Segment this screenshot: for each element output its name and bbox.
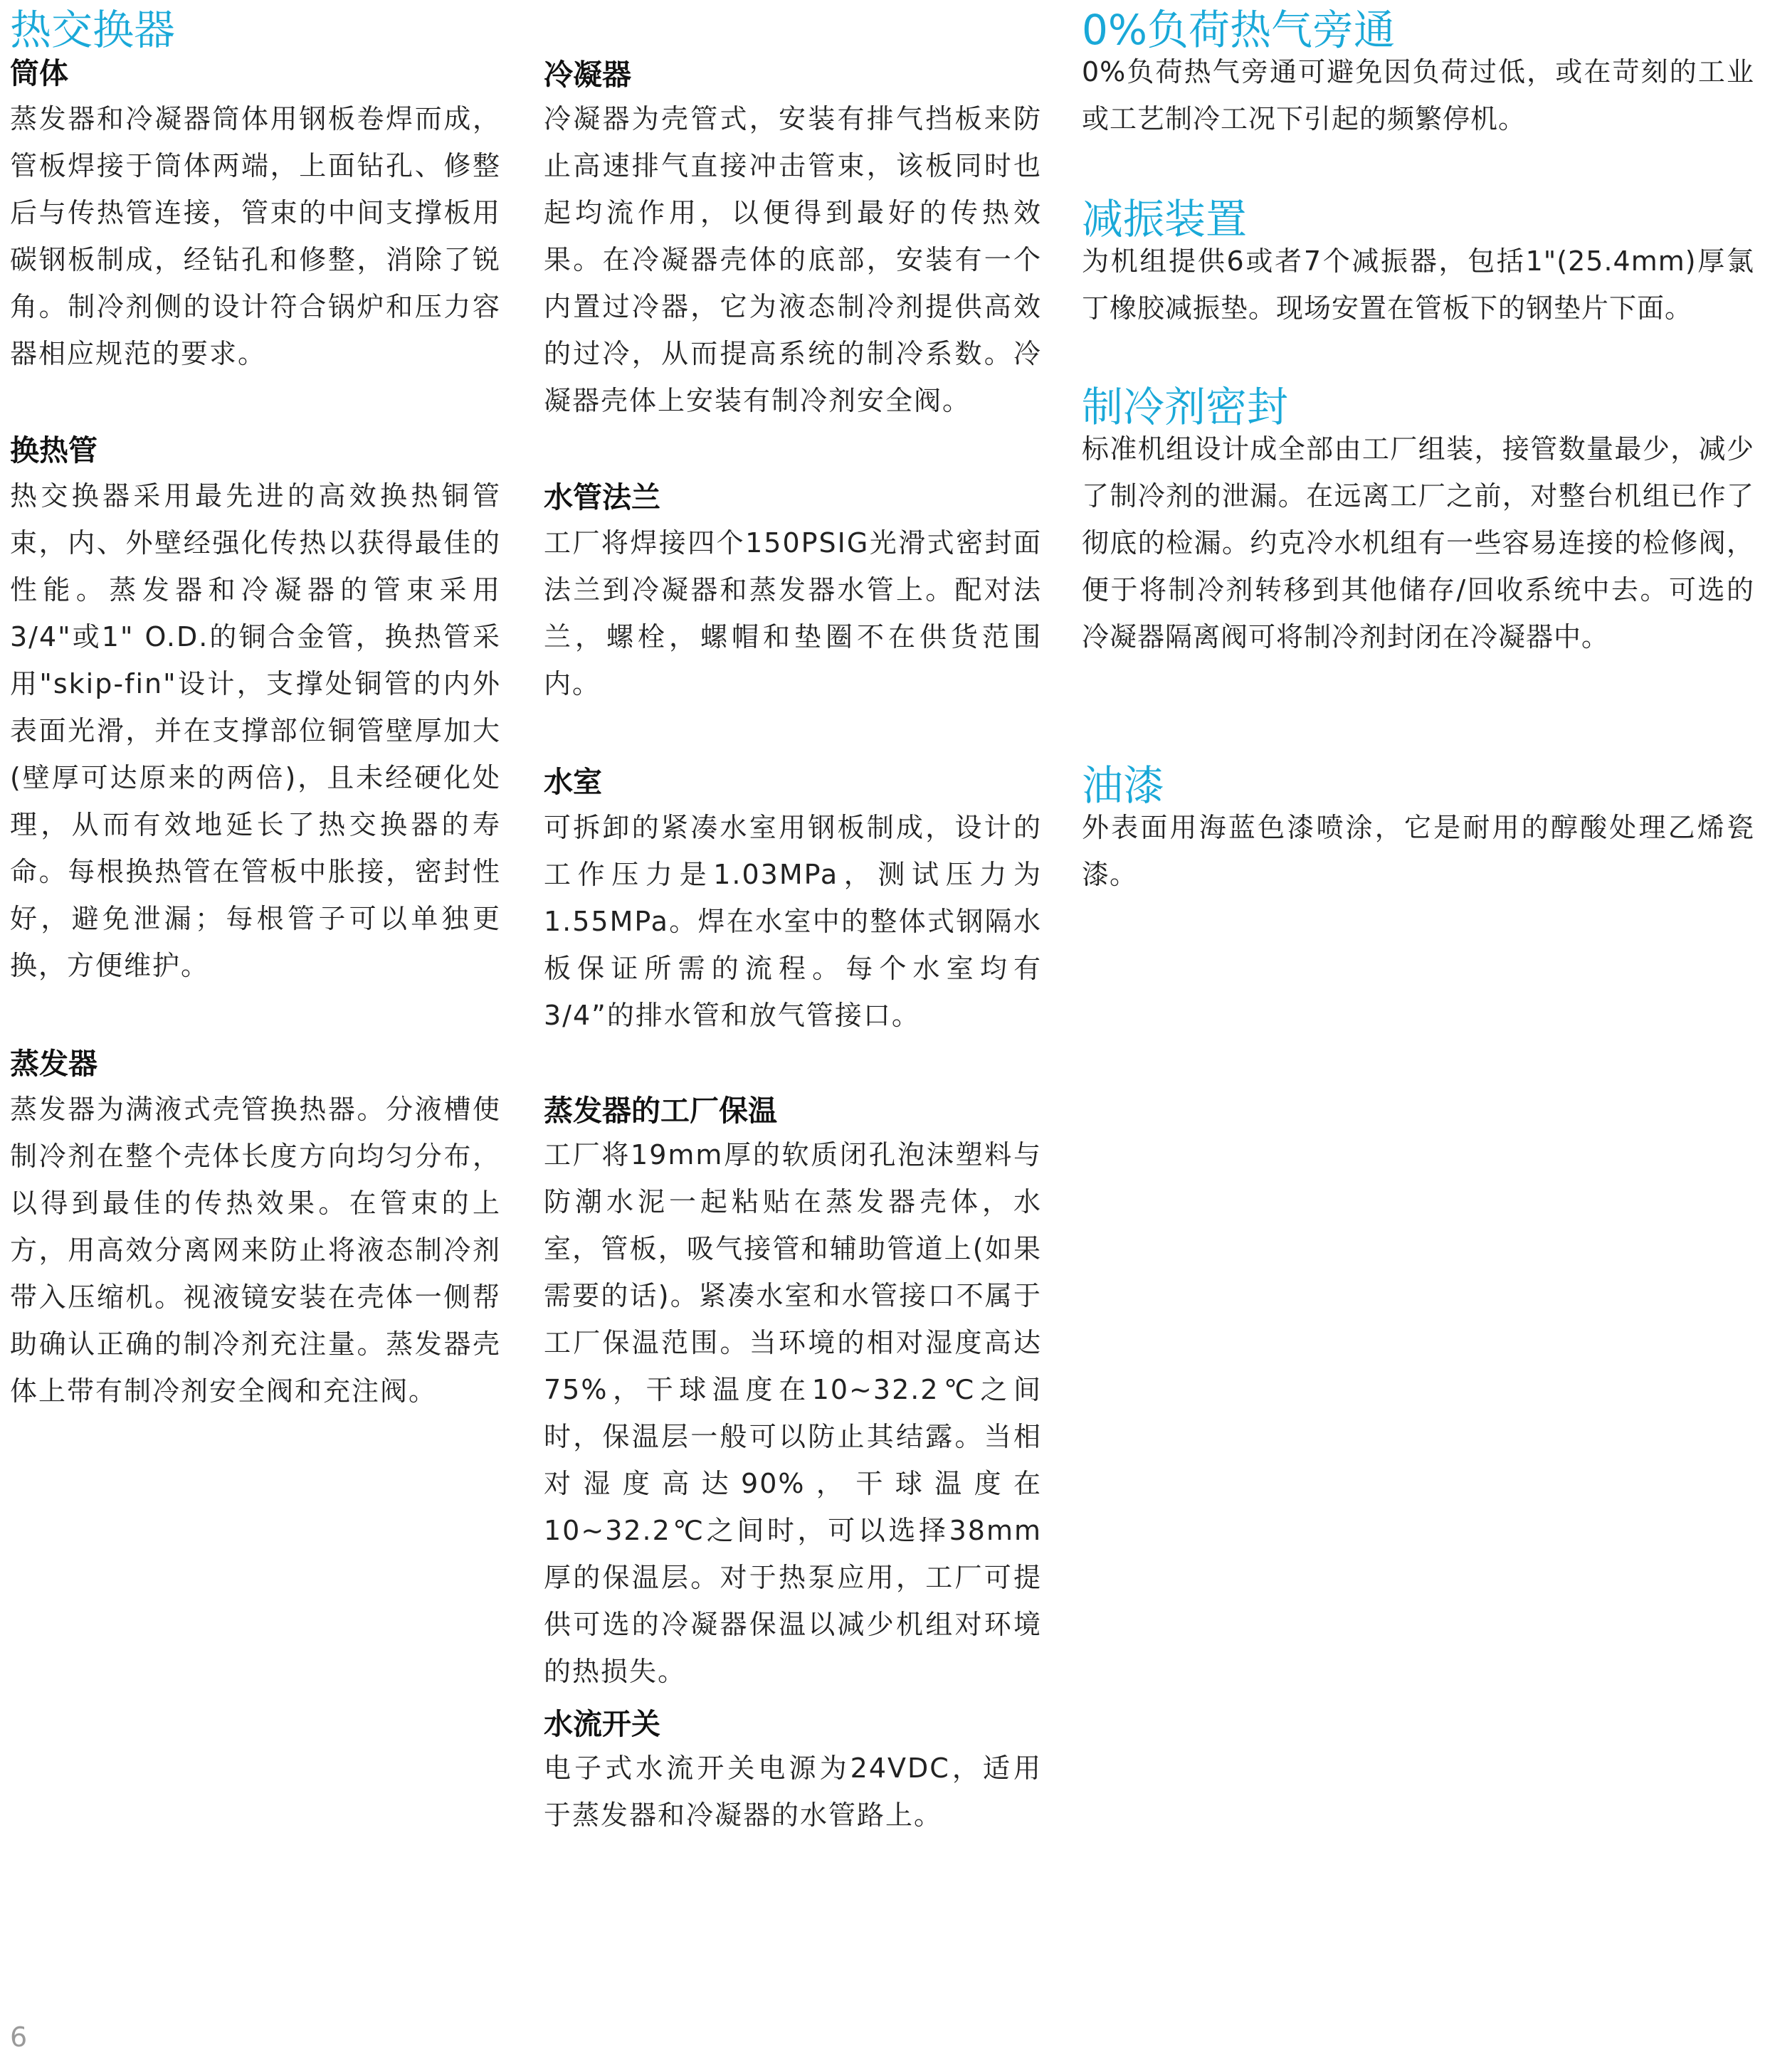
paragraph-shell: 蒸发器和冷凝器筒体用钢板卷焊而成，管板焊接于筒体两端，上面钻孔、修整后与传热管连接，管束的中间支撑板用碳钢板制成，经钻孔和修整，消除了锐角。制冷剂侧的设计符合锅炉和压力容器相应规范的要求。 [10,103,501,369]
heading-water-boxes: 水室 [544,765,602,799]
paragraph-condenser: 冷凝器为壳管式，安装有排气挡板来防止高速排气直接冲击管束，该板同时也起均流作用，以便得到最好的传热效果。在冷凝器壳体的底部，安装有一个内置过冷器，它为液态制冷剂提供高效的过冷，从而提高系统的制冷系数。冷凝器壳体上安装有制冷剂安全阀。 [544,103,1042,416]
paragraph-flow-switch: 电子式水流开关电源为24VDC，适用于蒸发器和冷凝器的水管路上。 [544,1753,1042,1831]
page-number: 6 [10,2021,28,2053]
heading-flow-switch: 水流开关 [544,1707,660,1741]
paragraph-vibration-isolation: 为机组提供6或者7个减振器，包括1"(25.4mm)厚氯丁橡胶减振垫。现场安置在管板下的钢垫片下面。 [1082,245,1754,324]
paragraph-refrigerant-containment: 标准机组设计成全部由工厂组装，接管数量最少，减少了制冷剂的泄漏。在远离工厂之前，对整台机组已作了彻底的检漏。约克冷水机组有一些容易连接的检修阀，便于将制冷剂转移到其他储存/回收系统中去。可选的冷凝器隔离阀可将制冷剂封闭在冷凝器中。 [1082,433,1754,652]
heading-tubes: 换热管 [10,433,98,467]
paragraph-water-boxes: 可拆卸的紧凑水室用钢板制成，设计的工作压力是1.03MPa，测试压力为1.55MPa。焊在水室中的整体式钢隔水板保证所需的流程。每个水室均有3/4”的排水管和放气管接口。 [544,812,1042,1031]
heading-condenser: 冷凝器 [544,58,631,92]
heading-hot-gas-bypass: 0%负荷热气旁通 [1082,6,1396,54]
section-title-heat-exchanger: 热交换器 [10,6,176,54]
heading-water-flanges: 水管法兰 [544,480,660,514]
heading-shell: 筒体 [10,56,68,90]
paragraph-tubes: 热交换器采用最先进的高效换热铜管束，内、外壁经强化传热以获得最佳的性能。蒸发器和冷凝器的管束采用3/4"或1" O.D.的铜合金管，换热管采用"skip-fin"设计，支撑处铜管的内外表面光滑，并在支撑部位铜管壁厚加大(壁厚可达原来的两倍)，且未经硬化处理，从而有效地延长了热交换器的寿命。每根换热管在管板中胀接，密封性好，避免泄漏；每根管子可以单独更换，方便维护。 [10,480,501,981]
paragraph-hot-gas-bypass: 0%负荷热气旁通可避免因负荷过低，或在苛刻的工业或工艺制冷工况下引起的频繁停机。 [1082,56,1754,134]
paragraph-factory-insulation: 工厂将19mm厚的软质闭孔泡沫塑料与防潮水泥一起粘贴在蒸发器壳体，水室，管板，吸气接管和辅助管道上(如果需要的话)。紧凑水室和水管接口不属于工厂保温范围。当环境的相对湿度高达75%，干球温度在10~32.2℃之间时，保温层一般可以防止其结露。当相对湿度高达90%，干球温度在10~32.2℃之间时，可以选择38mm厚的保温层。对于热泵应用，工厂可提供可选的冷凝器保温以减少机组对环境的热损失。 [544,1139,1042,1687]
heading-refrigerant-containment: 制冷剂密封 [1082,383,1289,431]
heading-evaporator: 蒸发器 [10,1047,98,1081]
paragraph-paint: 外表面用海蓝色漆喷涂，它是耐用的醇酸处理乙烯瓷漆。 [1082,812,1754,890]
heading-paint: 油漆 [1082,761,1165,810]
paragraph-evaporator: 蒸发器为满液式壳管换热器。分液槽使制冷剂在整个壳体长度方向均匀分布，以得到最佳的传热效果。在管束的上方，用高效分离网来防止将液态制冷剂带入压缩机。视液镜安装在壳体一侧帮助确认正确的制冷剂充注量。蒸发器壳体上带有制冷剂安全阀和充注阀。 [10,1094,501,1407]
heading-factory-insulation: 蒸发器的工厂保温 [544,1094,777,1128]
heading-vibration-isolation: 减振装置 [1082,195,1248,243]
paragraph-water-flanges: 工厂将焊接四个150PSIG光滑式密封面法兰到冷凝器和蒸发器水管上。配对法兰，螺栓，螺帽和垫圈不在供货范围内。 [544,527,1042,699]
